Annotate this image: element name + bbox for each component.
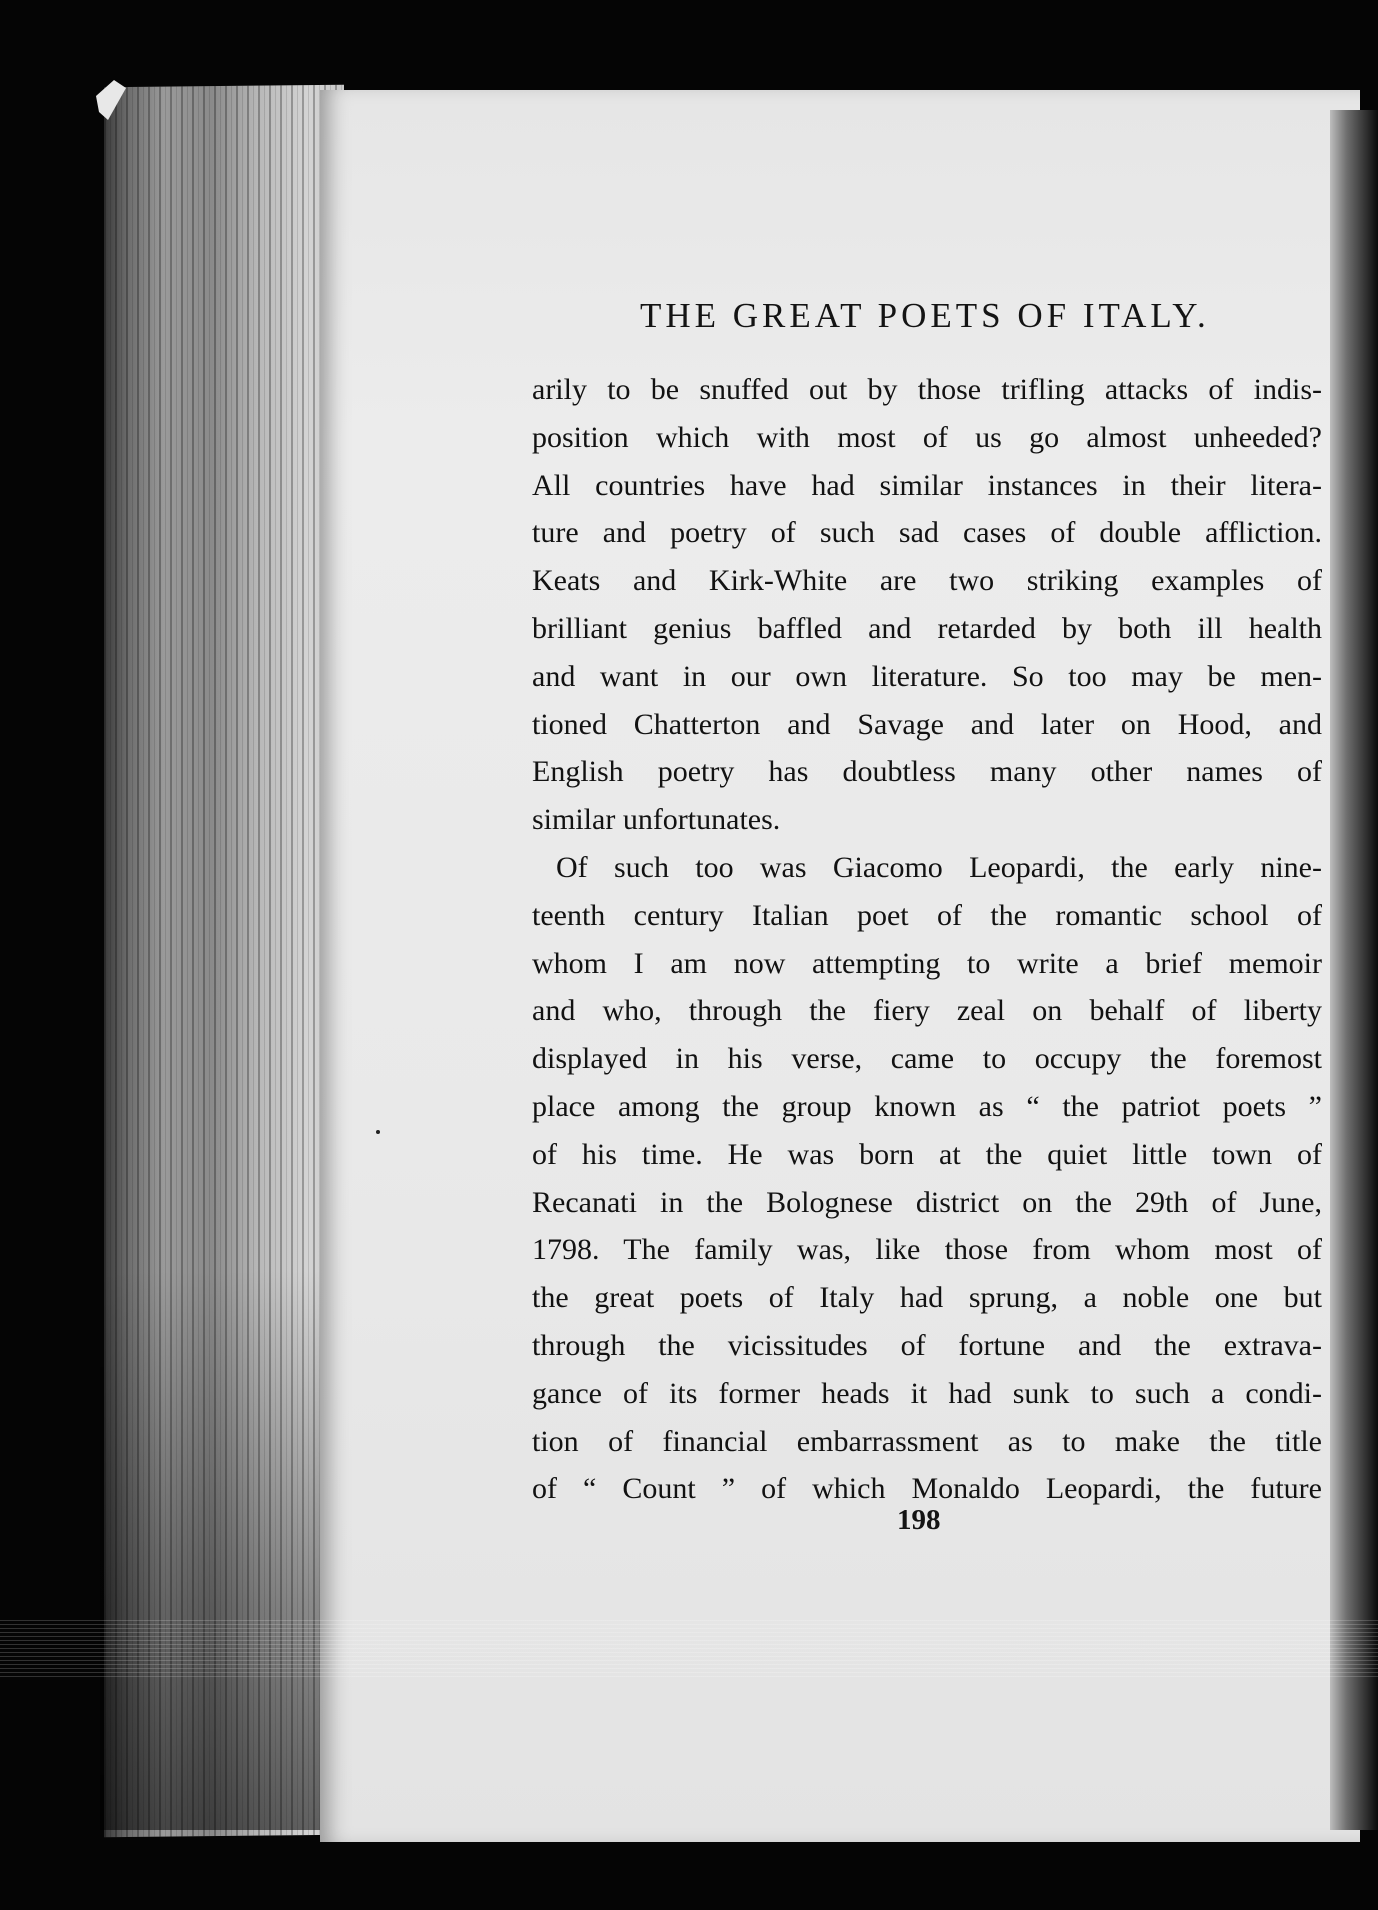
text-line: displayed in his verse, came to occupy the foremost (532, 1042, 1322, 1076)
text-line: brilliant genius baffled and retarded by both ill health (532, 611, 1322, 645)
text-line: All countries have had similar instances in their litera- (532, 468, 1322, 502)
body-text (532, 366, 1322, 1513)
text-line: position which with most of us go almost unheeded? (532, 420, 1322, 454)
text-line: similar unfortunates. (532, 803, 781, 837)
page-curl-shadow (1330, 110, 1378, 1830)
text-line: Recanati in the Bolognese district on the 29th of June, (532, 1185, 1322, 1219)
scan-artifact-lines (0, 1620, 1378, 1680)
text-line: and who, through the fiery zeal on behalf of liberty (532, 994, 1322, 1028)
text-line: tioned Chatterton and Savage and later on Hood, and (532, 707, 1322, 741)
text-line: Keats and Kirk-White are two striking examples of (532, 564, 1322, 598)
running-head: THE GREAT POETS OF ITALY. (640, 296, 1210, 335)
text-line: English poetry has doubtless many other names of (532, 755, 1322, 789)
text-line: whom I am now attempting to write a brief memoir (532, 946, 1322, 980)
dust-speck (376, 1130, 380, 1134)
text-line: through the vicissitudes of fortune and the extrava- (532, 1328, 1322, 1362)
text-line: and want in our own literature. So too may be men- (532, 659, 1322, 693)
page-number: 198 (897, 1504, 941, 1536)
text-line: arily to be snuffed out by those trifling attacks of indis- (532, 373, 1322, 406)
text-line: of his time. He was born at the quiet little town of (532, 1137, 1322, 1171)
text-line: tion of financial embarrassment as to make the title (532, 1424, 1322, 1458)
text-line: 1798. The family was, like those from whom most of (532, 1233, 1322, 1267)
text-line: Of such too was Giacomo Leopardi, the early nine- (556, 850, 1322, 884)
text-line: teenth century Italian poet of the romantic school of (532, 898, 1322, 932)
text-line: place among the group known as “ the patriot poets ” (532, 1089, 1322, 1123)
text-line: the great poets of Italy had sprung, a noble one but (532, 1281, 1322, 1315)
text-line: gance of its former heads it had sunk to such a condi- (532, 1376, 1322, 1410)
page-edge-shadow (100, 1270, 340, 1830)
text-line: ture and poetry of such sad cases of double affliction. (532, 516, 1322, 550)
text-line: of “ Count ” of which Monaldo Leopardi, the future (532, 1472, 1322, 1506)
